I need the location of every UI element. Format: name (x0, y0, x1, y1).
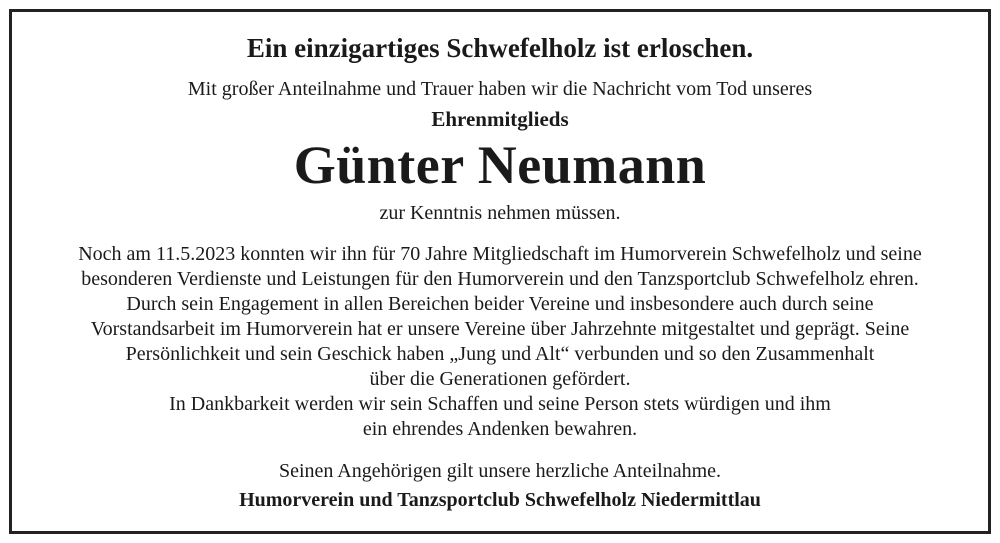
body-line: ein ehrendes Andenken bewahren. (362, 418, 638, 440)
body-line: Persönlichkeit und sein Geschick haben „Jung und Alt“ verbunden und so den Zusammenhalt (125, 343, 875, 365)
body-line: besonderen Verdienste und Leistungen für den Humorverein und den Tanzsportclub Schwefelholz ehren. (81, 268, 919, 290)
member-title: Ehrenmitglieds (431, 107, 569, 131)
body-line: Noch am 11.5.2023 konnten wir ihn für 70 Jahre Mitgliedschaft im Humorverein Schwefelholz und seine (78, 243, 922, 265)
deceased-name: Günter Neumann (293, 135, 707, 195)
obituary-notice (9, 9, 991, 534)
body-line: Vorstandsarbeit im Humorverein hat er unsere Vereine über Jahrzehnte mitgestaltet und geprägt. Seine (90, 318, 910, 340)
headline: Ein einzigartiges Schwefelholz ist erloschen. (246, 33, 754, 63)
after-name-text: zur Kenntnis nehmen müssen. (379, 202, 621, 224)
body-line: Durch sein Engagement in allen Bereichen beider Vereine und insbesondere auch durch seine (126, 293, 874, 315)
signature: Humorverein und Tanzsportclub Schwefelholz Niedermittlau (239, 489, 761, 511)
body-line: In Dankbarkeit werden wir sein Schaffen und seine Person stets würdigen und ihm (169, 393, 831, 415)
intro-text: Mit großer Anteilnahme und Trauer haben wir die Nachricht vom Tod unseres (187, 78, 813, 100)
body-line: über die Generationen gefördert. (369, 368, 631, 390)
condolence-text: Seinen Angehörigen gilt unsere herzliche Anteilnahme. (278, 460, 722, 482)
